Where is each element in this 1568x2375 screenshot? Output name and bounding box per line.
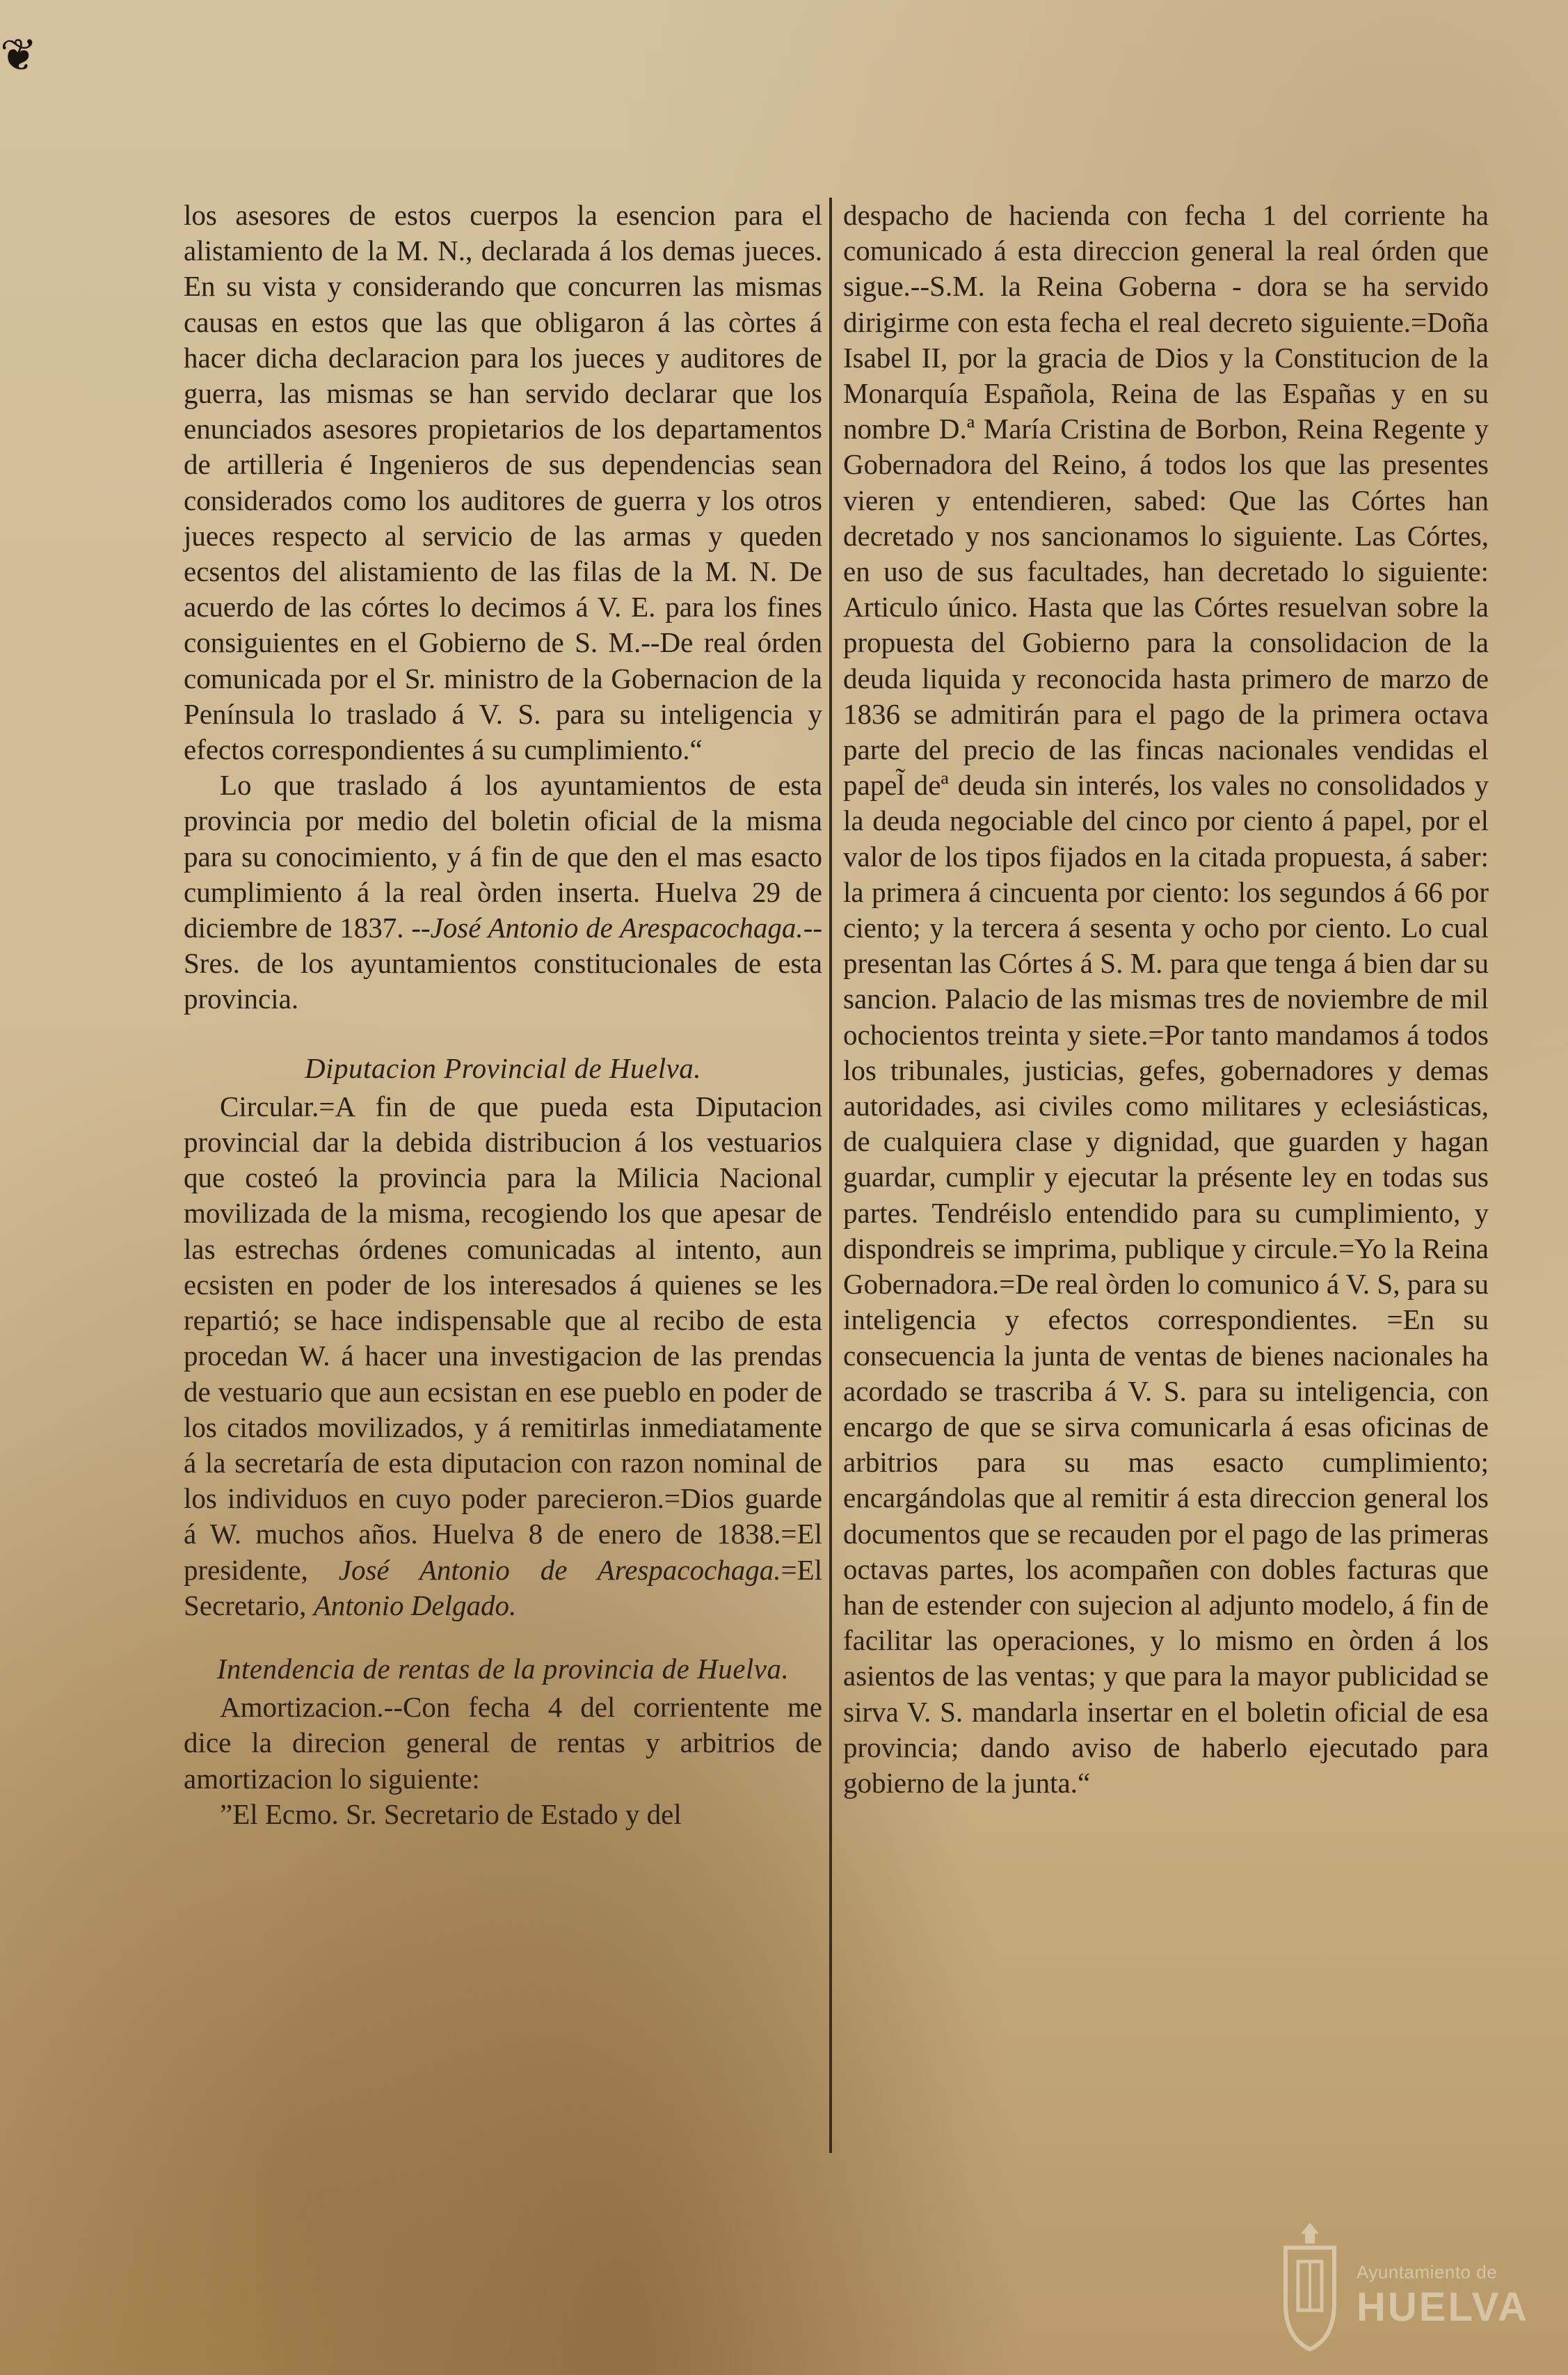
- circular-mid: =El Secretario,: [184, 1553, 823, 1621]
- circular-text: Circular.=A fin de que pueda esta Diputacion provincial dar la debida distribucion á los vestuarios que costeó la provincia para la Milicia Nacional movilizada de la misma, recogiendo los que apesar de las estrechas órdenes comunicadas al intento, aun ecsisten en poder de los interesados á quienes se les repartió; se hace indispensable que al recibo de esta procedan W. á hacer una investigacion de las prendas de vestuario que aun ecsistan en ese pueblo en poder de los citados movilizados, y á remitirlas inmediatamente á la secretaría de esta diputacion con razon nominal de los individuos en cuyo poder parecieron.=Dios guarde á W. muchos años. Huelva 8 de enero de 1838.=El presidente,: [184, 1090, 822, 1586]
- watermark-big-text: HUELVA: [1357, 2285, 1529, 2330]
- section-heading-diputacion: Diputacion Provincial de Huelva.: [304, 1051, 702, 1084]
- watermark-logo: [1279, 2220, 1543, 2352]
- left-column: [184, 198, 822, 1832]
- signature-president: José Antonio de Arespacochaga.: [338, 1553, 781, 1586]
- coat-of-arms-icon: [1279, 2220, 1341, 2352]
- column-divider: [829, 198, 832, 2153]
- binding-mark-icon: ❦: [0, 31, 38, 80]
- right-paragraph-decree: despacho de hacienda con fecha 1 del corriente ha comunicado á esta direccion general la real órden que sigue.--S.M. la Reina Goberna - dora se ha servido dirigirme con esta fecha el real decreto siguiente.=Doña Isabel II, por la gracia de Dios y la Constitucion de la Monarquía Española, Reina de las Españas y en su nombre D.ª María Cristina de Borbon, Reina Regente y Gobernadora del Reino, á todos los que las presentes vieren y entendieren, sabed: Que las Córtes han decretado y nos sancionamos lo siguiente. Las Córtes, en uso de sus facultades, han decretado lo siguiente: Articulo único. Hasta que las Córtes resuelvan sobre la propuesta del Gobierno para la consolidacion de la deuda liquida y reconocida hasta primero de marzo de 1836 se admitirán para el pago de la primera octava parte del precio de las fincas nacionales vendidas el papel̃ deª deuda sin interés, los vales no consolidados y la deuda negociable del cinco por ciento á papel, por el valor de los tipos fijados en la citada propuesta, á saber: la primera á cincuenta por ciento: los segundos á 66 por ciento; y la tercera á sesenta y ocho por ciento. Lo cual presentan las Córtes á S. M. para que tenga á bien dar su sancion. Palacio de las mismas tres de noviembre de mil ochocientos treinta y siete.=Por tanto mandamos á todos los tribunales, justicias, gefes, gobernadores y demas autoridades, asi civiles como militares y eclesiásticas, de cualquiera clase y dignidad, que guarden y hagan guardar, cumplir y ejecutar la présente ley en todas sus partes. Tendréislo entendido para su cumplimiento, y dispondreis se imprima, publique y circule.=Yo la Reina Gobernadora.=De real òrden lo comunico á V. S, para su inteligencia y efectos correspondientes. =En su consecuencia la junta de ventas de bienes nacionales ha acordado se trascriba á V. S. para su inteligencia, con encargo de que se sirva comunicarla á esas oficinas de arbitrios para su mas esacto cumplimiento; encargándolas que al remitir á esta direccion general los documentos que se recauden por el pago de las primeras octavas partes, los acompañen con dobles facturas que han de estender con sujecion al adjunto modelo, á fin de facilitar las operaciones, y lo mismo en òrden á los asientos de las ventas; y que para la mayor publicidad se sirva V. S. mandarla insertar en el boletin oficial de esa provincia; dando aviso de haberlo ejecutado para gobierno de la junta.“: [843, 199, 1489, 1799]
- amortizacion-paragraph: Amortizacion.--Con fecha 4 del corrientente me dice la direcion general de rentas y arbitrios de amortizacion lo siguiente:: [184, 1691, 822, 1795]
- watermark-small-text: Ayuntamiento de: [1357, 2262, 1498, 2282]
- notice-tail: --Sres. de los ayuntamientos constitucionales de esta provincia.: [184, 912, 822, 1015]
- left-paragraph-notice: [184, 768, 822, 1017]
- signature-secretary: Antonio Delgado.: [313, 1589, 517, 1621]
- notice-text: Lo que traslado á los ayuntamientos de esta provincia por medio del boletin oficial de la misma para su conocimiento, y á fin de que den el mas esacto cumplimiento á la real òrden inserta. Huelva 29 de diciembre de 1837. --: [184, 769, 822, 944]
- left-paragraph-continuation: los asesores de estos cuerpos la esencion para el alistamiento de la M. N., declarada á los demas jueces. En su vista y considerando que concurren las mismas causas en estos que las que obligaron á las còrtes á hacer dicha declaracion para los jueces y auditores de guerra, las mismas se han servido declarar que los enunciados asesores propietarios de los departamentos de artilleria é Ingenieros de sus dependencias sean considerados como los auditores de guerra y los otros jueces respecto al servicio de las armas y queden ecsentos del alistamiento de las filas de la M. N. De acuerdo de las córtes lo decimos á V. E. para los fines consiguientes en el Gobierno de S. M.--De real órden comunicada por el Sr. ministro de la Gobernacion de la Península lo traslado á V. S. para su inteligencia y efectos correspondientes á su cumplimiento.“: [184, 199, 822, 766]
- quote-start-paragraph: ”El Ecmo. Sr. Secretario de Estado y del: [220, 1797, 682, 1830]
- signature-governor: José Antonio de Arespacochaga.: [430, 912, 803, 944]
- right-column: [843, 198, 1489, 1801]
- circular-paragraph: [184, 1089, 822, 1623]
- section-heading-intendencia: Intendencia de rentas de la provincia de Huelva.: [216, 1652, 790, 1685]
